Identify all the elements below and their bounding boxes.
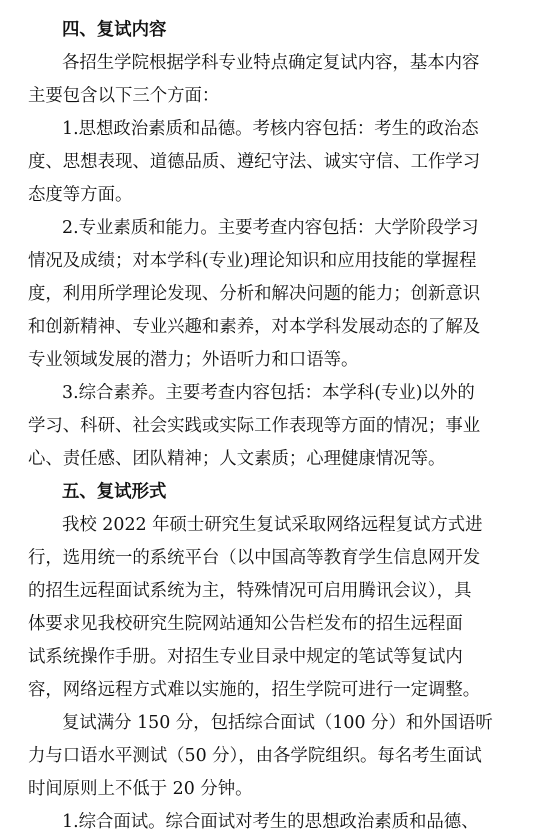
text-line: 2.专业素质和能力。主要考查内容包括：大学阶段学习 (62, 218, 479, 238)
text-line: 和创新精神、专业兴趣和素养，对本学科发展动态的了解及 (28, 317, 481, 337)
score-paragraph (28, 707, 524, 806)
text-line: 各招生学院根据学科专业特点确定复试内容，基本内容 (62, 53, 480, 73)
text-line: 度，利用所学理论发现、分析和解决问题的能力；创新意识 (28, 284, 481, 304)
section-heading-5: 五、复试形式 (62, 482, 167, 502)
text-line: 力与口语水平测试（50 分），由各学院组织。每名考生面试 (28, 746, 482, 766)
text-line: 1.思想政治素质和品德。考核内容包括：考生的政治态 (62, 119, 479, 139)
text-line: 心、责任感、团队精神；人文素质；心理健康情况等。 (28, 449, 446, 469)
text-line: 学习、科研、社会实践或实际工作表现等方面的情况；事业 (28, 416, 481, 436)
text-line: 态度等方面。 (28, 185, 133, 205)
text-line: 行，选用统一的系统平台（以中国高等教育学生信息网开发 (28, 548, 481, 568)
text-line: 我校 2022 年硕士研究生复试采取网络远程复试方式进 (62, 515, 483, 535)
section-heading-4: 四、复试内容 (62, 20, 167, 40)
text-line: 容，网络远程方式难以实施的，招生学院可进行一定调整。 (28, 680, 481, 700)
text-line: 情况及成绩；对本学科(专业)理论知识和应用技能的掌握程 (28, 251, 477, 271)
text-line: 试系统操作手册。对招生专业目录中规定的笔试等复试内 (28, 647, 463, 667)
item-professional-ability (28, 212, 524, 377)
interview-paragraph (28, 806, 524, 839)
text-line: 度、思想表现、道德品质、遵纪守法、诚实守信、工作学习 (28, 152, 481, 172)
text-line: 的招生远程面试系统为主，特殊情况可启用腾讯会议），具 (28, 581, 472, 601)
remote-retest-paragraph (28, 509, 524, 707)
document-page (28, 14, 524, 839)
item-political-quality (28, 113, 524, 212)
text-line: 1.综合面试。综合面试对考生的思想政治素质和品德、 (62, 812, 479, 832)
text-line: 复试满分 150 分，包括综合面试（100 分）和外国语听 (62, 713, 493, 733)
text-line: 时间原则上不低于 20 分钟。 (28, 779, 253, 799)
text-line: 专业领域发展的潜力；外语听力和口语等。 (28, 350, 359, 370)
item-comprehensive-quality (28, 377, 524, 476)
text-line: 主要包含以下三个方面： (28, 86, 220, 106)
text-line: 3.综合素养。主要考查内容包括：本学科(专业)以外的 (62, 383, 475, 403)
text-line: 体要求见我校研究生院网站通知公告栏发布的招生远程面 (28, 614, 463, 634)
section4-intro-paragraph (28, 47, 524, 113)
